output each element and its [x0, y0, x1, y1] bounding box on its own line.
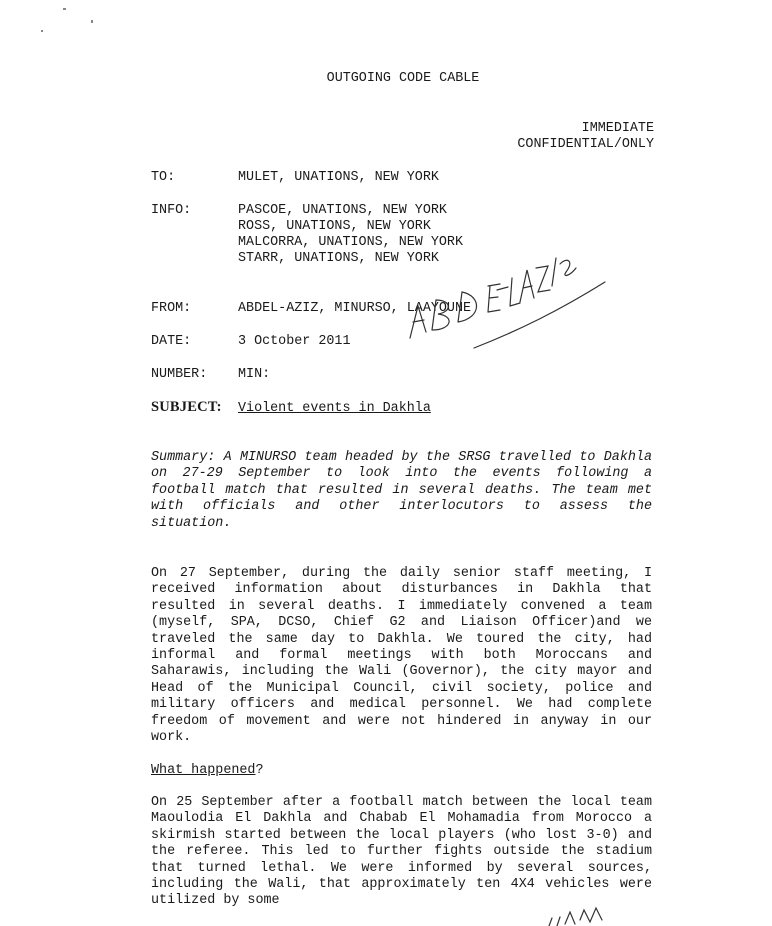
scan-speck: [91, 20, 93, 23]
section-heading-mark: ?: [255, 763, 264, 778]
info-recipient: MALCORRA, UNATIONS, NEW YORK: [238, 235, 463, 250]
classification-label: CONFIDENTIAL/ONLY: [517, 137, 654, 152]
scan-speck: [63, 8, 66, 10]
summary-text: A MINURSO team headed by the SRSG travelled to Dakhla on 27-29 September to look into the events following a football match that resulted in several deaths. The team met with officials and other interlocutors to assess the situation.: [151, 450, 652, 531]
cable-title: OUTGOING CODE CABLE: [326, 71, 480, 86]
body-paragraph-1: On 27 September, during the daily senior staff meeting, I received information about disturbances in Dakhla that resulted in several deaths. I immediately convened a team (myself, SPA, DCSO, Chief G2 and Liaison Officer)and we traveled the same day to Dakhla. We toured the city, had informal and formal meetings with both Moroccans and Saharawis, including the Wali (Governor), the city mayor and Head of the Municipal Council, civil society, police and military officers and medical personnel. We had complete freedom of movement and were not hindered in anyway in our work.: [151, 566, 652, 746]
to-label: TO:: [151, 170, 176, 185]
info-recipient: STARR, UNATIONS, NEW YORK: [238, 251, 439, 266]
from-value: ABDEL-AZIZ, MINURSO, LAAYOUNE: [238, 301, 472, 316]
body-paragraph-2: On 25 September after a football match between the local team Maoulodia El Dakhla and Chabab El Mohamadia from Morocco a skirmish started between the local players (who lost 3-0) and the referee. This led to further fights outside the stadium that turned lethal. We were informed by several sources, including the Wali, that approximately ten 4X4 vehicles were utilized by some: [151, 795, 652, 909]
from-label: FROM:: [151, 301, 192, 316]
section-heading: [151, 763, 264, 778]
info-recipient: PASCOE, UNATIONS, NEW YORK: [238, 203, 447, 218]
info-recipient: ROSS, UNATIONS, NEW YORK: [238, 219, 431, 234]
number-label: NUMBER:: [151, 367, 208, 382]
date-label: DATE:: [151, 334, 192, 349]
scan-speck: [41, 30, 43, 32]
summary-paragraph: [151, 450, 652, 532]
to-value: MULET, UNATIONS, NEW YORK: [238, 170, 439, 185]
subject-value: Violent events in Dakhla: [238, 401, 431, 416]
info-label: INFO:: [151, 203, 192, 218]
subject-label: SUBJECT:: [151, 399, 222, 415]
date-value: 3 October 2011: [238, 334, 351, 349]
priority-label: IMMEDIATE: [581, 121, 654, 136]
summary-label: Summary:: [151, 450, 216, 465]
section-heading-text: What happened: [151, 763, 256, 778]
number-value: MIN:: [238, 367, 271, 382]
